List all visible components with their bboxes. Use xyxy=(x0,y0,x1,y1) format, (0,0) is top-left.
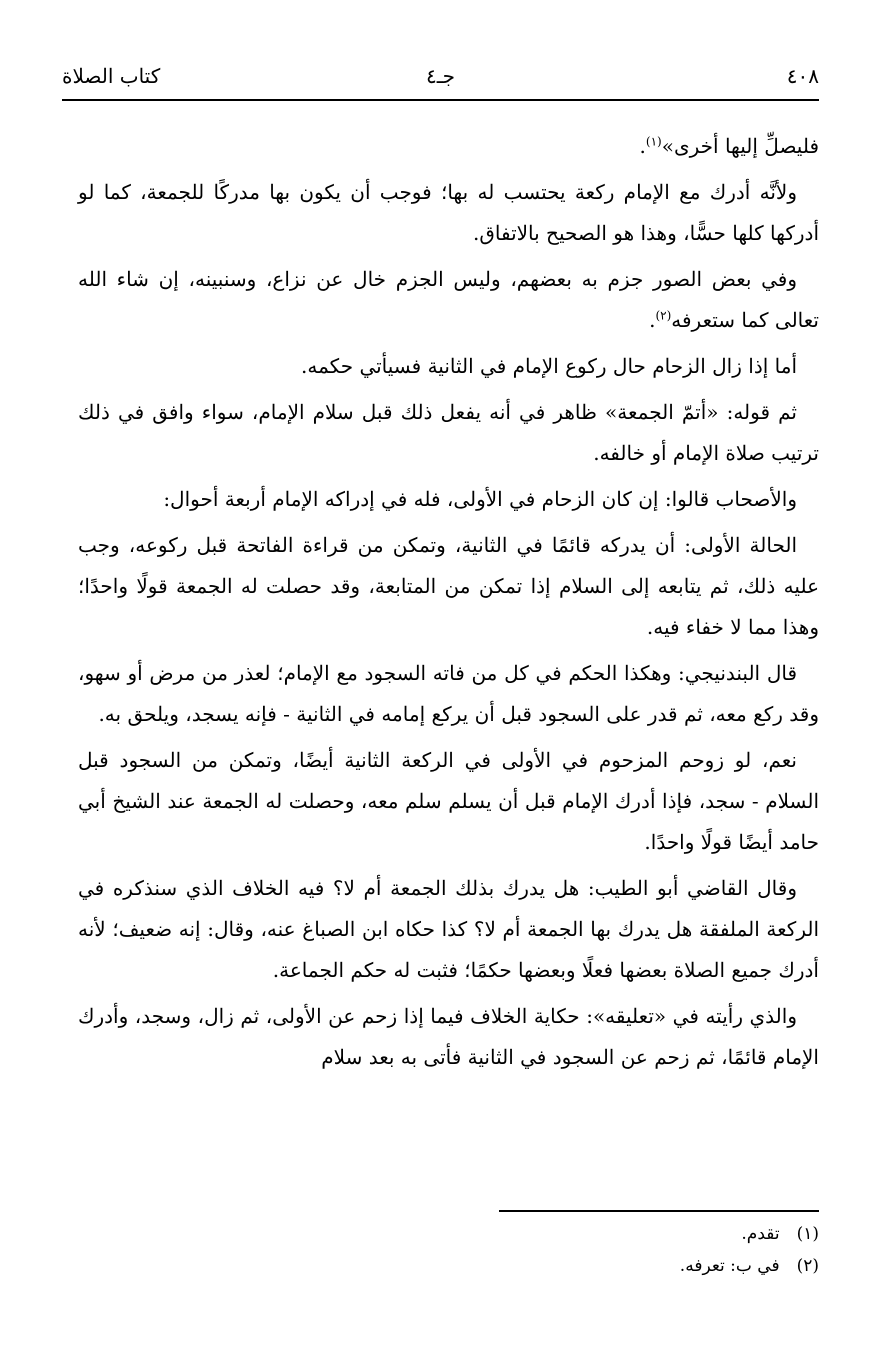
paragraph: وقال القاضي أبو الطيب: هل يدرك بذلك الجمعة أم لا؟ فيه الخلاف الذي سنذكره في الركعة الملفقة هل يدرك بها الجمعة أم لا؟ كذا حكاه ابن الصباغ عنه، وقال: إنه ضعيف؛ لأنه أدرك جميع الصلاة بعضها فعلًا وبعضها حكمًا؛ فثبت له حكم الجماعة. xyxy=(78,876,819,982)
footnote-number: (١) xyxy=(796,1224,819,1244)
paragraph-end: . xyxy=(649,308,656,332)
footnote xyxy=(300,1218,819,1250)
footnote-text: تقدم. xyxy=(741,1224,780,1244)
paragraph: نعم، لو زوحم المزحوم في الأولى في الركعة الثانية أيضًا، وتمكن من السجود قبل السلام - سجد، فإذا أدرك الإمام قبل أن يسلم سلم معه، وحصلت له الجمعة عند الشيخ أبي حامد أيضًا قولًا واحدًا. xyxy=(78,748,819,854)
paragraph: أما إذا زال الزحام حال ركوع الإمام في الثانية فسيأتي حكمه. xyxy=(301,354,797,378)
running-header xyxy=(62,62,819,98)
footnote-number: (٢) xyxy=(796,1256,819,1276)
paragraph-end: . xyxy=(639,134,646,158)
header-rule xyxy=(62,99,819,101)
footnote-ref: (١) xyxy=(645,134,662,149)
page-number: ٤٠٨ xyxy=(786,64,819,88)
footnote-text: في ب: تعرفه. xyxy=(679,1256,780,1276)
paragraph: قال البندنيجي: وهكذا الحكم في كل من فاته السجود مع الإمام؛ لعذر من مرض أو سهو، وقد ركع معه، ثم قدر على السجود قبل أن يركع إمامه في الثانية - فإنه يسجد، ويلحق به. xyxy=(78,661,819,726)
footnote-rule xyxy=(499,1210,819,1212)
footnote xyxy=(300,1250,819,1282)
main-text xyxy=(78,126,819,1083)
paragraph: والأصحاب قالوا: إن كان الزحام في الأولى، فله في إدراكه الإمام أربعة أحوال: xyxy=(163,487,797,511)
paragraph: ولأنَّه أدرك مع الإمام ركعة يحتسب له بها؛ فوجب أن يكون بها مدركًا للجمعة، كما لو أدركها كلها حسًّا، وهذا هو الصحيح بالاتفاق. xyxy=(78,180,819,245)
paragraph xyxy=(78,259,819,341)
footnotes xyxy=(300,1218,819,1282)
paragraph: والذي رأيته في «تعليقه»: حكاية الخلاف فيما إذا زحم عن الأولى، ثم زال، وسجد، وأدرك الإمام قائمًا، ثم زحم عن السجود في الثانية فأتى به بعد سلام xyxy=(78,1004,819,1069)
paragraph: ثم قوله: «أتمّ الجمعة» ظاهر في أنه يفعل ذلك قبل سلام الإمام، سواء وافق في ذلك ترتيب صلاة الإمام أو خالفه. xyxy=(78,400,819,465)
book-title: كتاب الصلاة xyxy=(62,64,161,88)
paragraph: الحالة الأولى: أن يدركه قائمًا في الثانية، وتمكن من قراءة الفاتحة قبل ركوعه، وجب عليه ذلك، ثم يتابعه إلى السلام إذا تمكن من المتابعة، وقد حصلت له الجمعة قولًا واحدًا؛ وهذا مما لا خفاء فيه. xyxy=(78,533,819,639)
footnote-ref: (٢) xyxy=(655,308,672,323)
volume-label: جـ٤ xyxy=(426,64,455,88)
paragraph-text: فليصلِّ إليها أخرى» xyxy=(661,134,819,158)
paragraph xyxy=(78,126,819,167)
paragraph-text: وفي بعض الصور جزم به بعضهم، وليس الجزم خال عن نزاع، وسنبينه، إن شاء الله تعالى كما ستعرفه xyxy=(78,267,819,332)
